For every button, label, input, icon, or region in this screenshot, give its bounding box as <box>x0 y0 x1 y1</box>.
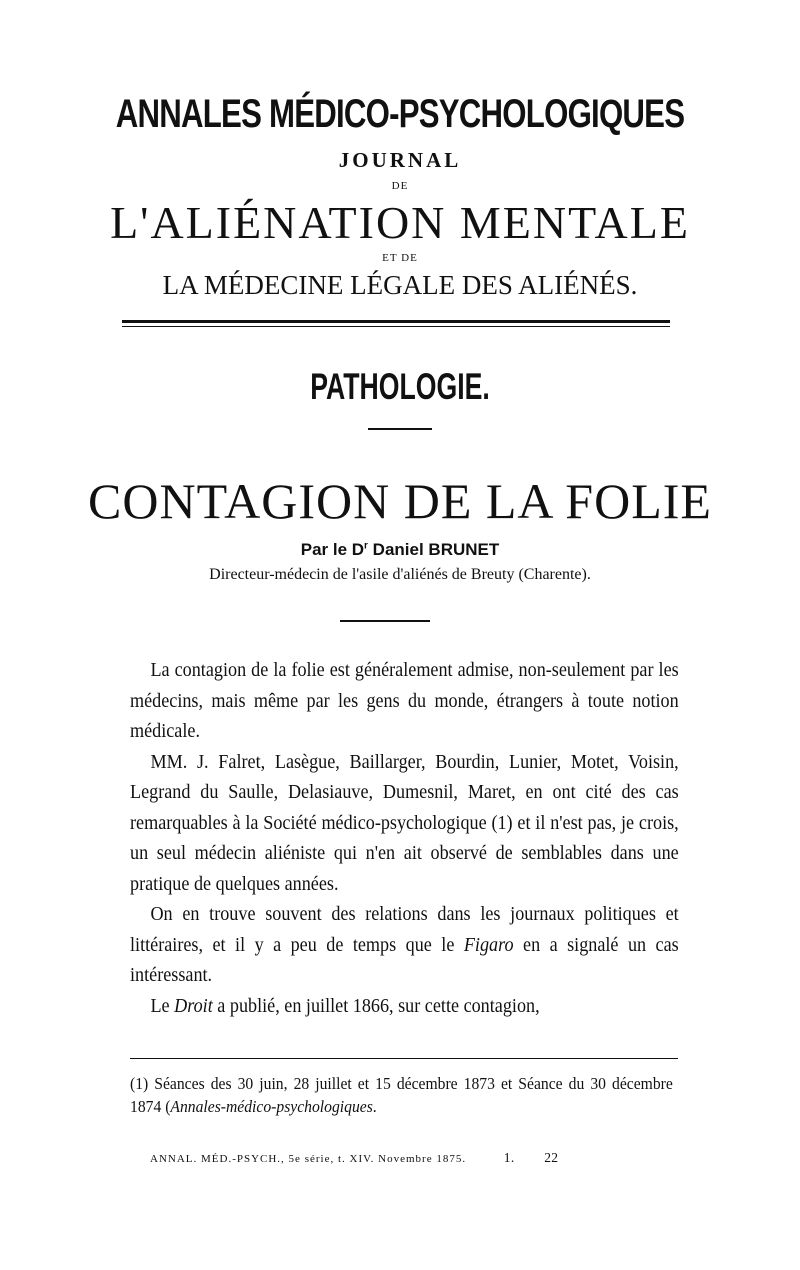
journal-subtitle: JOURNAL <box>338 148 462 172</box>
body-paragraph-1: La contagion de la folie est généralement admise, non-seulement par les médecins, mais même par les gens du monde, étrangers à toute notion médicale. <box>130 660 679 742</box>
byline-sup: r <box>364 540 368 552</box>
section-rule <box>368 428 432 430</box>
byline-prefix: Par le D <box>300 540 365 559</box>
journal-medecine-legale: LA MÉDECINE LÉGALE DES ALIÉNÉS. <box>162 270 638 300</box>
footnote-rule <box>130 1058 678 1059</box>
page-footer <box>150 1150 558 1166</box>
p4-text-a: Le <box>150 995 175 1017</box>
footnote-annales: Annales-médico-psychologiques <box>170 1097 373 1116</box>
article-byline <box>0 540 800 560</box>
footnote <box>130 1072 673 1118</box>
p3-text-a: On en trouve souvent des relations dans les journaux politiques et littéraires, et il y a peu de temps que le <box>130 904 679 956</box>
journal-de: DE <box>391 180 409 192</box>
article-body <box>130 656 679 1022</box>
article-title: CONTAGION DE LA FOLIE <box>88 473 712 529</box>
footer-journal-ref: ANNAL. MÉD.-PSYCH., 5e série, t. XIV. Novembre 1875. <box>150 1153 467 1165</box>
article-affiliation: Directeur-médecin de l'asile d'aliénés de Breuty (Charente). <box>209 566 591 583</box>
journal-alienation-mentale: L'ALIÉNATION MENTALE <box>110 197 690 248</box>
footnote-text-b: . <box>372 1097 377 1116</box>
footnote-text-a: (1) Séances des 30 juin, 28 juillet et 15 décembre 1873 et Séance du 30 décembre 1874 ( <box>130 1074 673 1116</box>
section-heading: PATHOLOGIE. <box>310 366 490 407</box>
p4-text-b: a publié, en juillet 1866, sur cette contagion, <box>212 995 540 1017</box>
body-paragraph-4 <box>130 992 679 1023</box>
footer-page-number: 22 <box>544 1150 559 1165</box>
p3-figaro: Figaro <box>463 934 514 956</box>
header-rule-thick <box>122 320 670 323</box>
p3-text-b: en a signalé un cas intéressant. <box>130 934 679 986</box>
p4-droit: Droit <box>174 995 213 1017</box>
journal-title: ANNALES MÉDICO-PSYCHOLOGIQUES <box>115 92 685 136</box>
journal-et-de: ET DE <box>382 252 418 264</box>
header-rule-thin <box>122 326 670 327</box>
footer-signature: 1. <box>503 1150 515 1165</box>
byline-name: Daniel BRUNET <box>367 540 500 559</box>
byline-rule <box>340 620 430 622</box>
body-paragraph-2: MM. J. Falret, Lasègue, Baillarger, Bourdin, Lunier, Motet, Voisin, Legrand du Saulle, Delasiauve, Dumesnil, Maret, en ont cité des cas remarquables à la Société médico-psychologique (1) et il n'est pas, je crois, un seul médecin aliéniste qui n'en ait observé de semblables dans une pratique de quelques années. <box>130 751 679 895</box>
body-paragraph-3 <box>130 900 679 992</box>
